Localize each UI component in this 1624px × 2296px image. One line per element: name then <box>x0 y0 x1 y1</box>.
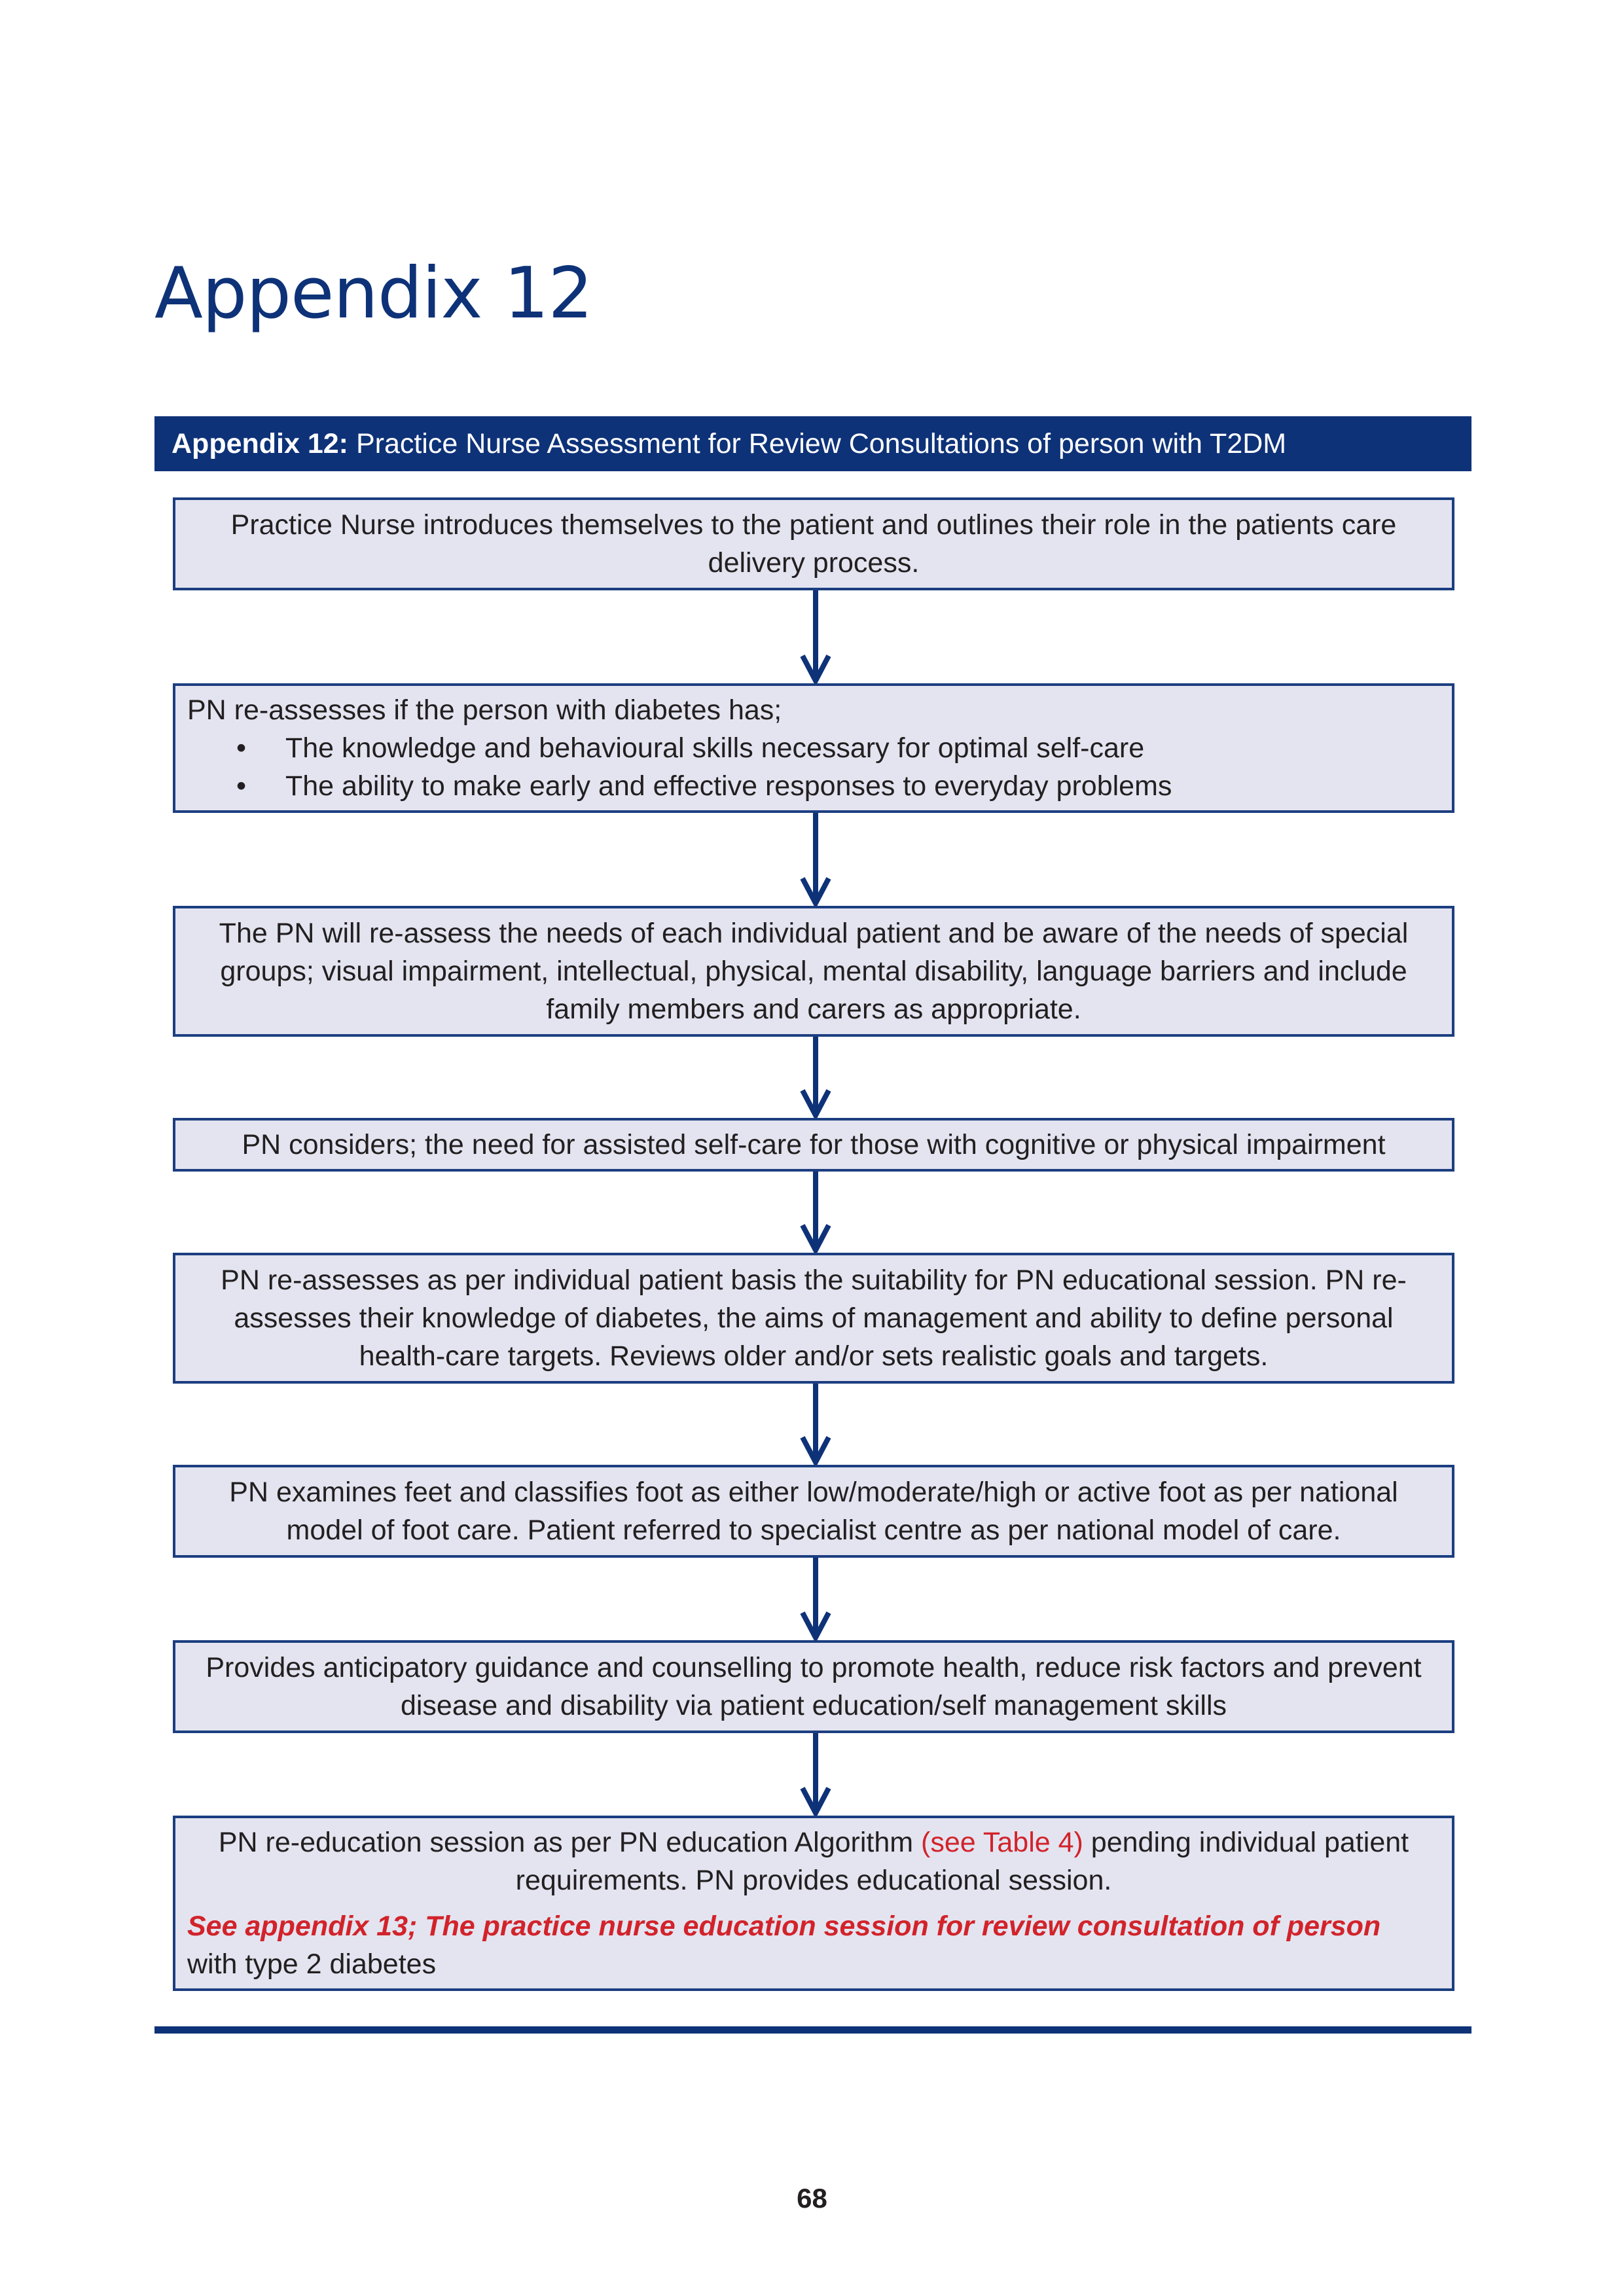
flow-step-assisted-self-care <box>173 1118 1454 1172</box>
flow-step-text: PN considers; the need for assisted self-care for those with cognitive or physical impairment <box>242 1129 1386 1160</box>
flow-step-foot-examination <box>173 1465 1454 1558</box>
down-arrow-icon <box>799 590 832 683</box>
appendix-13-reference: See appendix 13; The practice nurse education session for review consultation of person <box>187 1910 1381 1942</box>
down-arrow-icon <box>799 1172 832 1253</box>
flow-step-anticipatory-guidance <box>173 1640 1454 1733</box>
down-arrow-icon <box>799 813 832 906</box>
down-arrow-icon <box>799 1558 832 1640</box>
flow-step-text-start: PN re-education session as per PN education Algorithm <box>218 1827 922 1858</box>
appendix-13-reference-block <box>187 1907 1440 1983</box>
flow-step-text: Practice Nurse introduces themselves to the patient and outlines their role in the patients care delivery process. <box>230 509 1397 579</box>
down-arrow-icon <box>799 1384 832 1465</box>
table-4-reference: (see Table 4) <box>921 1827 1083 1858</box>
section-divider <box>154 2026 1471 2034</box>
flow-step-introduction <box>173 497 1454 590</box>
flow-step-educational-suitability <box>173 1253 1454 1384</box>
flow-step-text <box>187 1823 1440 1899</box>
flow-step-reassess-person <box>173 683 1454 813</box>
appendix-title-text: Practice Nurse Assessment for Review Consultations of person with T2DM <box>348 428 1287 459</box>
flow-step-bullet-list <box>187 729 1440 805</box>
page-heading: Appendix 12 <box>154 253 593 334</box>
down-arrow-icon <box>799 1037 832 1118</box>
flow-step-bullet: • The ability to make early and effective responses to everyday problems <box>285 767 1440 805</box>
appendix-title-bar <box>154 416 1471 471</box>
flow-step-text-end: pending individual patient requirements. PN provides educational session. <box>515 1827 1409 1896</box>
flow-step-text: PN re-assesses as per individual patient basis the suitability for PN educational session. PN re-assesses their knowledge of diabetes, the aims of management and ability to define personal health-care targets. Reviews older and/or sets realistic goals and targets. <box>221 1265 1407 1372</box>
flow-step-special-groups <box>173 906 1454 1037</box>
flow-step-text: The PN will re-assess the needs of each individual patient and be aware of the needs of special groups; visual impairment, intellectual, physical, mental disability, language barriers and include family members and carers as appropriate. <box>219 918 1409 1025</box>
down-arrow-icon <box>799 1733 832 1816</box>
appendix-title-label: Appendix 12: <box>171 428 348 459</box>
page-number: 68 <box>797 2183 827 2214</box>
flow-step-bullet: • The knowledge and behavioural skills necessary for optimal self-care <box>285 729 1440 767</box>
appendix-13-reference-tail: with type 2 diabetes <box>187 1948 437 1980</box>
flow-step-text: PN examines feet and classifies foot as either low/moderate/high or active foot as per national model of foot care. Patient referred to specialist centre as per national model of care. <box>229 1477 1398 1546</box>
flow-step-text: Provides anticipatory guidance and counselling to promote health, reduce risk factors and prevent disease and disability via patient education/self management skills <box>206 1652 1422 1721</box>
flow-step-re-education-session <box>173 1816 1454 1991</box>
flow-step-intro: PN re-assesses if the person with diabetes has; <box>187 694 782 726</box>
